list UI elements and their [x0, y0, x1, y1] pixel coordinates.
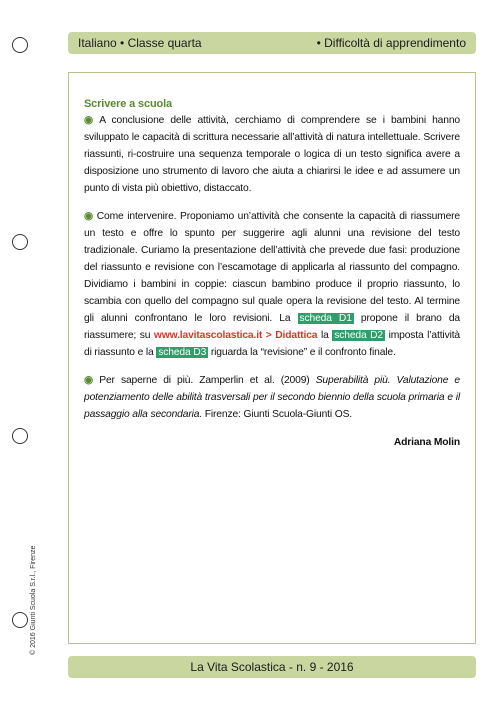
article-body: [84, 96, 460, 451]
paragraph-more: ◉ Per saperne di più. Zamperlin et al. (2009) Superabilità più. Valutazione e potenziamento delle abilità trasversali per il secondo biennio della scuola primaria e il passaggio alla secondaria. Firenze: Giunti Scuola-Giunti OS.: [84, 375, 461, 420]
paragraph-intro: ◉ A conclusione delle attività, cerchiamo di comprendere se i bambini hanno sviluppato le capacità di scrittura necessarie all’attività di natura intellettuale. Scrivere riassunti, ri-costruire una sequenza temporale o logica di un testo significa avere a disposizione uno strumento di lavoro che aiuta a chiarirsi le idee e ad assumere un punto di vista più obiettivo, distaccato.: [84, 115, 460, 194]
scheda-d1-tag: scheda D1: [299, 313, 352, 324]
website-link[interactable]: www.lavitascolastica.it > Didattica: [153, 330, 318, 341]
bullet-icon: ◉: [84, 211, 94, 222]
book-title: Superabilità più. Valutazione e potenziamento delle abilità trasversali per il secondo biennio della scuola primaria e il passaggio alla secondaria.: [84, 375, 461, 420]
binder-hole: [12, 612, 28, 628]
bullet-icon: ◉: [84, 375, 97, 386]
footer-text: La Vita Scolastica - n. 9 - 2016: [190, 660, 354, 674]
scheda-d2-tag: scheda D2: [334, 330, 383, 341]
copyright-notice: © 2016 Giunti Scuola S.r.l., Firenze: [30, 545, 37, 655]
section-title: Scrivere a scuola: [84, 98, 172, 110]
scheda-d3-tag: scheda D3: [158, 347, 207, 358]
paragraph-how: ◉ Come intervenire. Proponiamo un’attività che consente la capacità di riassumere un testo e offre lo spunto per suggerire agli alunni una revisione del testo tradizionale. Curiamo la presentazione dell’attività che prevede due fasi: produzione del riassunto e revisione con l’escamotage di applicarla al riassunto del compagno. Dividiamo i bambini in coppie: ciascun bambino produce il proprio riassunto, lo scambia con quello del compagno sul quale opera la revisione del testo. Al termine gli alunni confrontano le loro revisioni. La scheda D1 propone il brano da riassumere; su www.lavitascolastica.it > Didattica la scheda D2 imposta l’attività di riassunto e la scheda D3 riguarda la “revisione” e il confronto finale.: [84, 211, 460, 358]
header-topic: • Difficoltà di apprendimento: [316, 36, 466, 50]
runin-heading: Per saperne di più.: [99, 375, 194, 386]
page-footer: [68, 656, 476, 678]
runin-heading: Come intervenire.: [96, 211, 177, 222]
binder-hole: [12, 37, 28, 53]
binder-hole: [12, 428, 28, 444]
page-header: [68, 32, 476, 54]
binder-hole: [12, 234, 28, 250]
bullet-icon: ◉: [84, 115, 97, 126]
header-subject: Italiano • Classe quarta: [78, 36, 202, 50]
author-name: Adriana Molin: [393, 437, 460, 448]
